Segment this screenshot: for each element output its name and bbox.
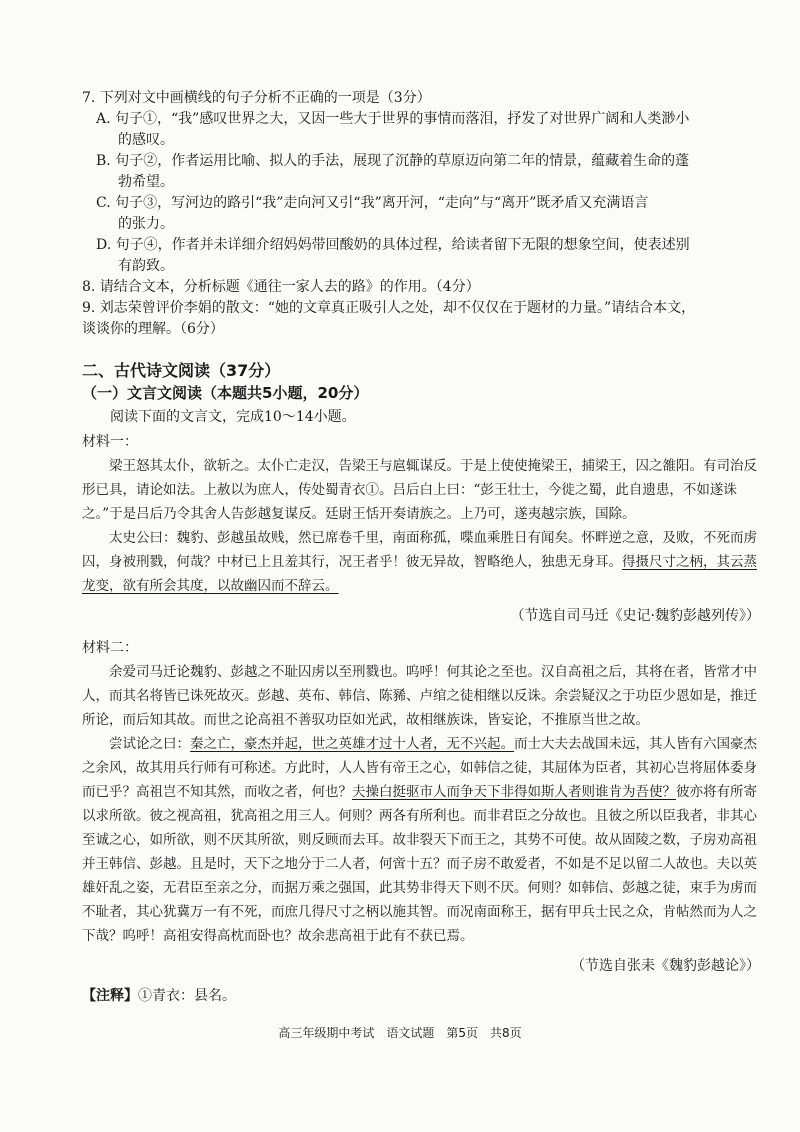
- m2-underlined-sentence-1: 秦之亡，豪杰并起，世之英雄才过十人者，无不兴起。: [190, 736, 514, 752]
- material-1-paragraph-1: 梁王怒其太仆，欲斩之。太仆亡走汉，告梁王与扈辄谋反。于是上使使掩梁王，捕梁王，囚之雒阳。有司治反形已具，请论如法。上赦以为庶人，传处蜀青衣①。吕后白上曰：“彭王壮士，今徙之蜀，此自遗患，不如遂诛之。”于是吕后乃令其舍人告彭越复谋反。廷尉王恬开奏请族之。上乃可，遂夷越宗族，国除。: [82, 458, 757, 522]
- section-intro: 阅读下面的文言文，完成10～14小题。: [110, 409, 356, 425]
- material-1-label: 材料一：: [82, 434, 138, 450]
- m2-p2-c: 彼亦将有所寄以求所欲。彼之视高祖，犹高祖之用三人。何则？两各有所利也。而非君臣之分故也。且彼之所以臣我者，非其心至诚之心，如所欲，则不厌其所欲，则反顾而去耳。故非裂天下而王之，其势不可使。故从固陵之数，子房劝高祖并王韩信、彭越。且是时，天下之地分于二人者，何啻十五？而子房不敢爱者，不如是不足以留二人故也。夫以英雄奸乱之姿，无君臣至亲之分，而据万乘之强国，此其势非得天下则不厌。何则？如韩信、彭越之徒，束手为虏而不耻者，其心犹冀万一有不死，而庶几得尺寸之柄以施其智。而况南面称王，据有甲兵士民之众，肯帖然而为人之下哉？呜呼！高祖安得高枕而卧也？故余悲高祖于此有不获已焉。: [82, 784, 757, 944]
- q7-option-d: D. 句子④，作者并未详细介绍妈妈带回酸奶的具体过程，给读者留下无限的想象空间，使表述别: [96, 237, 690, 253]
- annotation-text: ①青衣：县名。: [138, 988, 236, 1004]
- material-1-source: （节选自司马迁《史记·魏豹彭越列传》）: [510, 608, 760, 624]
- m1-underlined-sentence: 得摄尺寸之柄，其云蒸龙变，欲有所会其度，以故幽囚而不辞云。: [82, 554, 757, 594]
- m1-p2-text: 太史公曰：魏豹、彭越虽故贱，然已席卷千里，南面称孤，喋血乘胜日有闻矣。怀畔逆之意，及败，不死而虏囚，身被刑戮，何哉？中材已上且羞其行，况王者乎！彼无异故，智略绝人，独患无身耳。: [82, 530, 757, 570]
- question-9-cont: 谈谈你的理解。（6分）: [82, 321, 224, 337]
- q7-stem: 7. 下列对文中画横线的句子分析不正确的一项是（3分）: [82, 90, 431, 106]
- question-9: 9. 刘志荣曾评价李娟的散文：“她的文章真正吸引人之处，却不仅仅在于题材的力量。”请结合本文，: [82, 300, 696, 316]
- q7-option-c: C. 句子③，写河边的路引“我”走向河又引“我”离开河，“走向”与“离开”既矛盾又充满语言: [96, 195, 649, 211]
- material-2-paragraph-1: 余爱司马迁论魏豹、彭越之不耻囚虏以至刑戮也。呜呼！何其论之至也。汉自高祖之后，其将在者，皆常才中人，而其名将皆已诛死故灭。彭越、英布、韩信、陈豨、卢绾之徒相继以反诛。余尝疑汉之于功臣少恩如是，推迁所论，而后知其故。而世之论高祖不善驭功臣如光武，故相继族诛，皆妄论，不推原当世之故。: [82, 664, 757, 728]
- section-subtitle: （一）文言文阅读（本题共5小题，20分）: [82, 384, 369, 402]
- material-2-paragraph-2: [82, 732, 760, 948]
- m2-underlined-sentence-2: 夫操白挺驱市人而争天下非得如斯人者则谁肯为吾使？: [352, 784, 676, 800]
- page-footer: 高三年级期中考试 语文试题 第5页 共8页: [278, 1026, 522, 1040]
- q7-option-b: B. 句子②，作者运用比喻、拟人的手法，展现了沉静的草原迈向第二年的情景，蕴藏着生命的蓬: [96, 153, 690, 169]
- annotation: [82, 986, 760, 1007]
- annotation-label: 【注释】: [82, 988, 138, 1004]
- q7-option-a: A. 句子①，“我”感叹世界之大，又因一些大于世界的事情而落泪，抒发了对世界广阔和人类渺小: [96, 111, 690, 127]
- material-2-label: 材料二：: [82, 640, 138, 656]
- material-2-source: （节选自张耒《魏豹彭越论》）: [571, 958, 760, 974]
- q7-option-a-cont: 的感叹。: [118, 132, 174, 148]
- q7-option-b-cont: 勃希望。: [118, 174, 174, 190]
- question-8: 8. 请结合文本，分析标题《通往一家人去的路》的作用。（4分）: [82, 279, 480, 295]
- m2-p2-b: 而士大夫去战国未远，其人皆有六国豪杰之余风，故其用兵行师有可称述。方此时，人人皆有帝王之心，如韩信之徒，其屈体为臣者，其初心岂将屈体委身而已乎？高祖岂不知其然，而收之者，何也？: [82, 736, 757, 800]
- q7-option-d-cont: 有韵致。: [118, 258, 174, 274]
- material-1-paragraph-2: [82, 526, 760, 598]
- m2-p2-a: 尝试论之曰：: [109, 736, 190, 752]
- question-7: [82, 88, 760, 277]
- q7-option-c-cont: 的张力。: [118, 216, 174, 232]
- section-title: 二、古代诗文阅读（37分）: [82, 361, 281, 380]
